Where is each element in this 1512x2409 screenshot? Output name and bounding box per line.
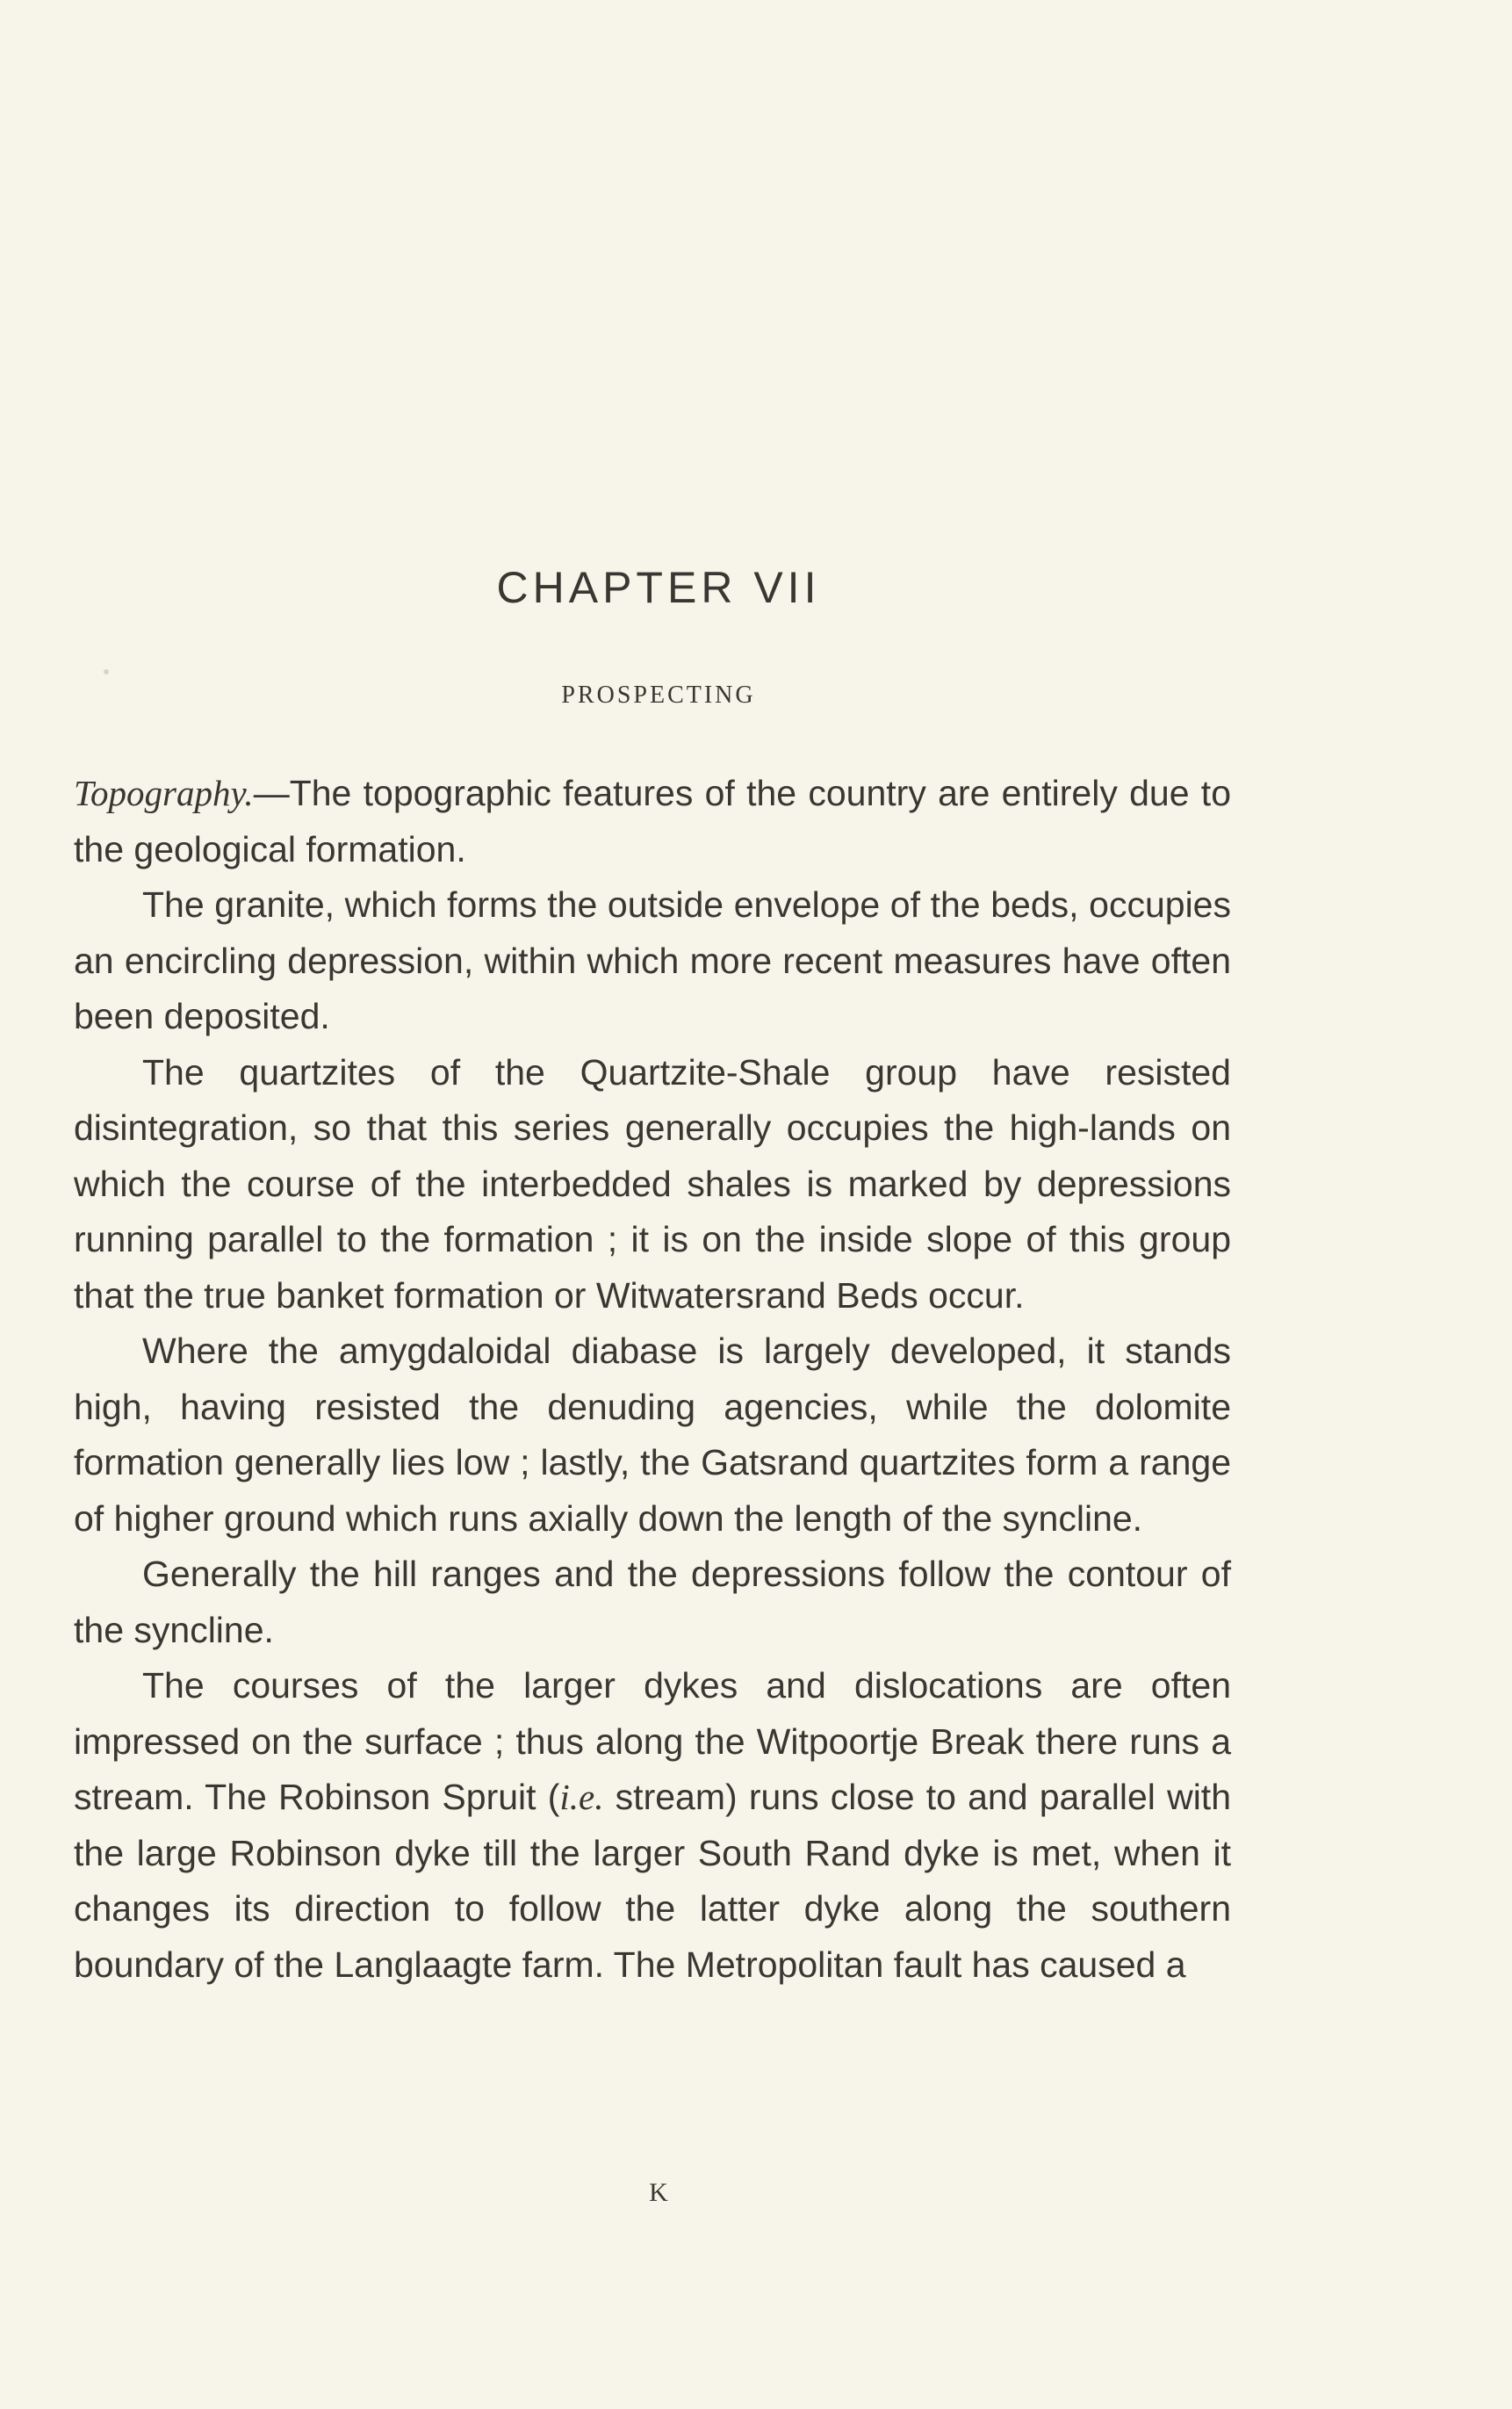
signature-mark: K	[649, 2178, 668, 2207]
section-heading: PROSPECTING	[561, 682, 756, 709]
paper-speck	[104, 669, 109, 674]
paragraph-granite: The granite, which forms the outside envelope of the beds, occupies an encircling depression, within which more recent measures have often been deposited.	[74, 884, 1231, 1036]
paragraph-text: stream) runs close to and parallel with the large Robinson dyke till the larger South Rand dyke is met, when it changes its direction to follow the latter dyke along the southern boundary of the Langlaagte farm. The Metropolitan fault has caused a	[74, 1777, 1231, 1985]
paragraph-diabase: Where the amygdaloidal diabase is largely developed, it stands high, having resisted the denuding agencies, while the dolomite formation generally lies low ; lastly, the Gatsrand quartzites form a range of higher ground which runs axially down the length of the syncline.	[74, 1331, 1231, 1539]
chapter-heading: CHAPTER VII	[496, 563, 821, 612]
paragraph-text: —The topographic features of the country are entirely due to the geological formation.	[74, 773, 1231, 869]
paragraph-hill-ranges: Generally the hill ranges and the depressions follow the contour of the syncline.	[74, 1554, 1231, 1650]
paragraph-topography	[74, 766, 1231, 877]
paragraph-text: The courses of the larger dykes and dislocations are often impressed on the surface ; thus along the Witpoortje Break there runs a stream. The Robinson Spruit (	[74, 1665, 1231, 1817]
run-in-heading: Topography.	[74, 773, 254, 813]
italic-abbreviation: i.e.	[559, 1777, 604, 1817]
paragraph-dykes	[74, 1658, 1231, 1993]
body-text	[74, 766, 1231, 1993]
paragraph-quartzites: The quartzites of the Quartzite-Shale group have resisted disintegration, so that this series generally occupies the high-lands on which the course of the interbedded shales is marked by depressions running parallel to the formation ; it is on the inside slope of this group that the true banket formation or Witwatersrand Beds occur.	[74, 1051, 1231, 1316]
